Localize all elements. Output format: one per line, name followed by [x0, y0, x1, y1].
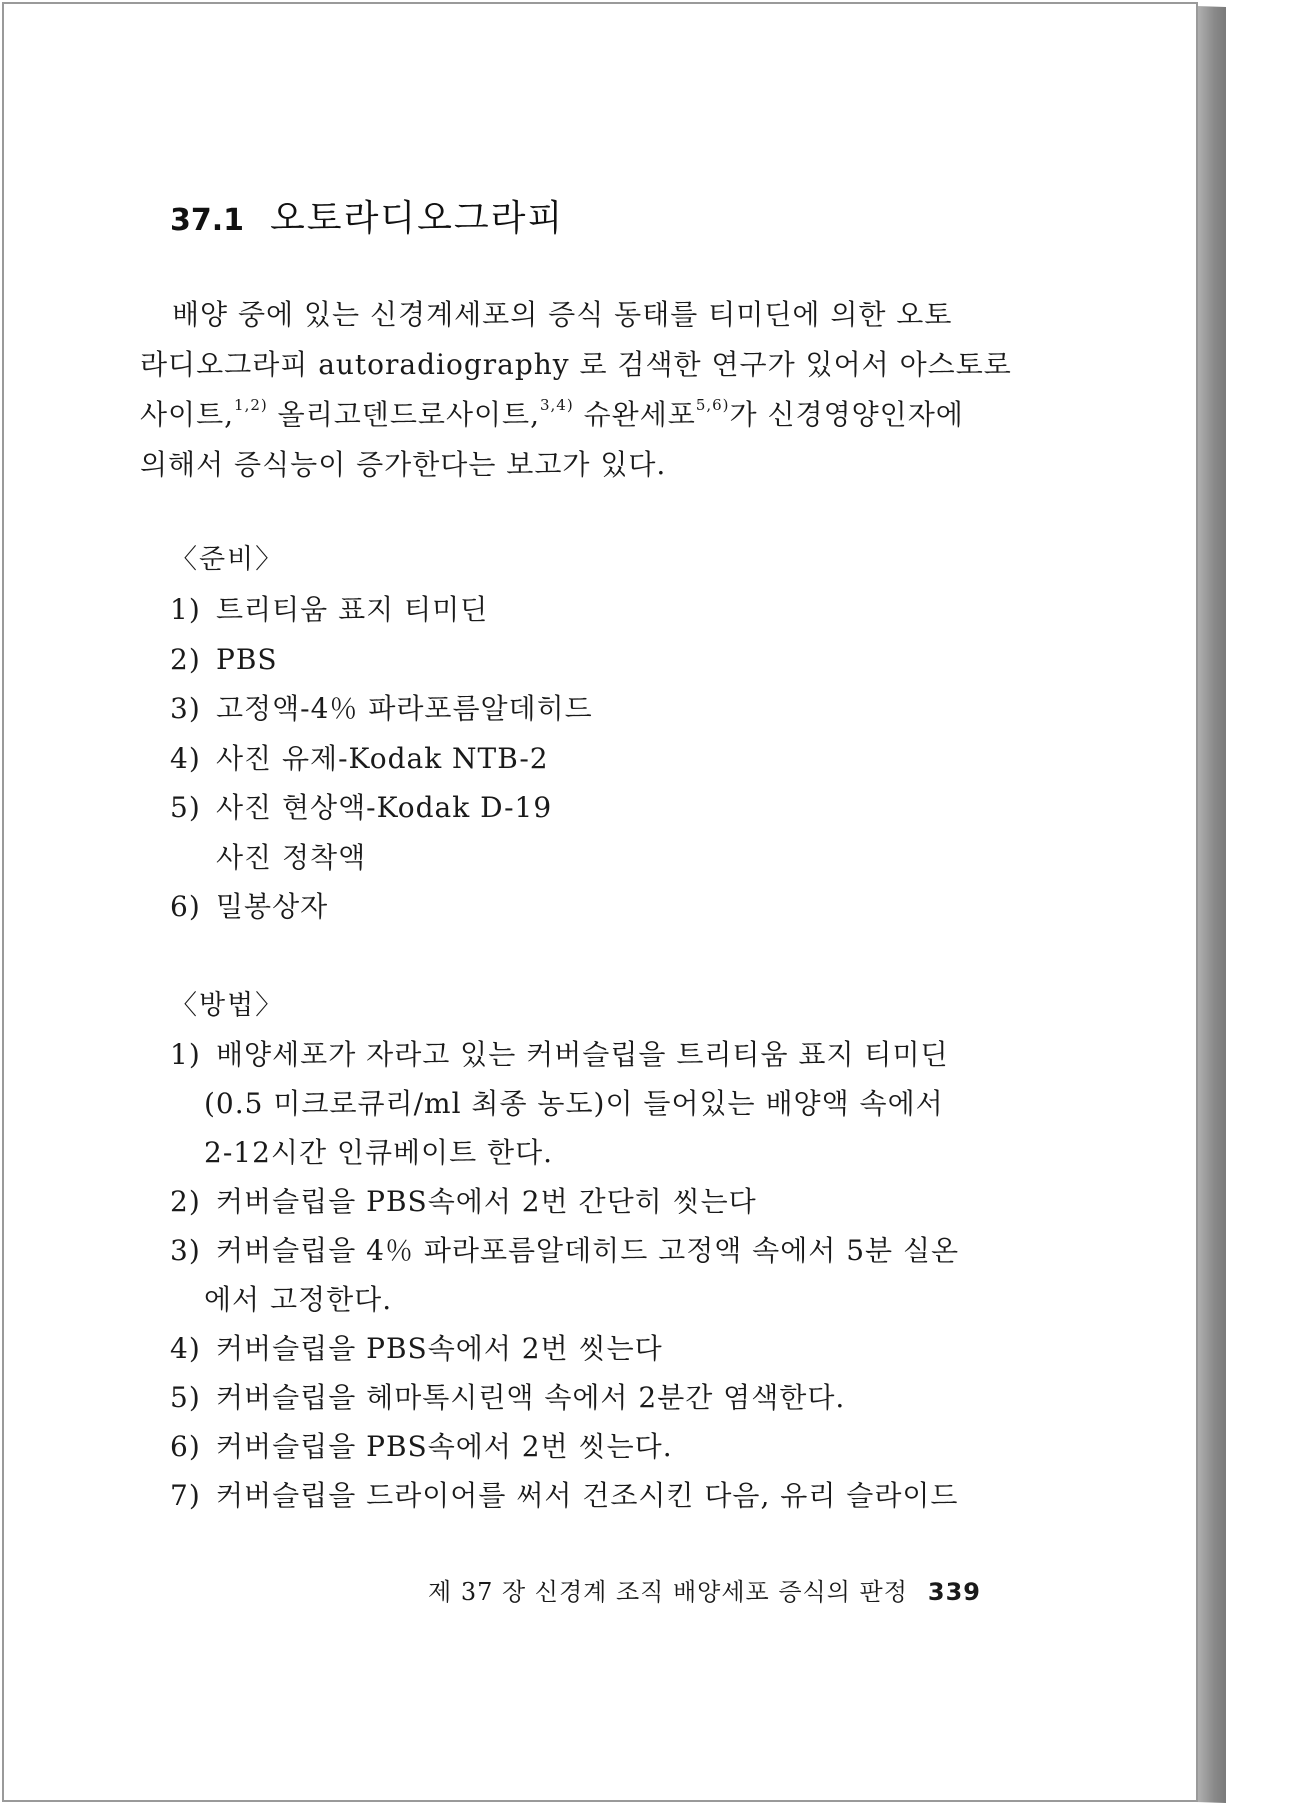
list-item — [170, 635, 593, 685]
list-item — [170, 1471, 1032, 1520]
item-text: 커버슬립을 PBS속에서 2번 씻는다 — [216, 1332, 663, 1365]
item-number: 2) — [170, 642, 201, 676]
list-item — [170, 585, 593, 635]
item-number: 6) — [170, 1430, 201, 1463]
intro-text: 가 신경영양인자에 — [729, 398, 964, 431]
item-text: 배양세포가 자라고 있는 커버슬립을 트리티움 표지 티미딘 — [216, 1038, 949, 1071]
list-item — [170, 783, 593, 833]
list-item — [170, 1373, 1032, 1422]
item-text: 사진 유제-Kodak NTB-2 — [216, 741, 549, 775]
citation-ref: 1,2) — [234, 395, 268, 414]
method-list — [170, 1030, 1032, 1520]
item-number: 5) — [170, 1381, 201, 1414]
item-number: 7) — [170, 1479, 201, 1512]
list-item — [170, 1422, 1032, 1471]
item-text: 커버슬립을 PBS속에서 2번 간단히 씻는다 — [216, 1185, 757, 1218]
item-number: 3) — [170, 1234, 201, 1267]
preparation-heading: 〈준비〉 — [170, 544, 285, 575]
citation-ref: 3,4) — [540, 395, 574, 414]
list-item-continuation: 에서 고정한다. — [204, 1283, 393, 1316]
section-title — [170, 196, 564, 244]
item-text: PBS — [216, 642, 278, 676]
intro-paragraph — [140, 290, 1040, 490]
list-item — [170, 1030, 1032, 1079]
page-edge-shadow — [1196, 6, 1226, 1803]
intro-text: 올리고덴드로사이트, — [267, 398, 540, 431]
list-item — [170, 684, 593, 734]
intro-line: 배양 중에 있는 신경계세포의 증식 동태를 티미딘에 의한 오토 — [172, 298, 953, 331]
list-item — [170, 1177, 1032, 1226]
item-text: 사진 현상액-Kodak D-19 — [216, 791, 553, 824]
item-text: 커버슬립을 PBS속에서 2번 씻는다. — [216, 1430, 673, 1463]
item-text: 커버슬립을 드라이어를 써서 건조시킨 다음, 유리 슬라이드 — [216, 1479, 959, 1512]
page-footer — [428, 1574, 981, 1610]
item-number: 5) — [170, 791, 201, 824]
preparation-list — [170, 585, 593, 932]
list-item — [170, 1324, 1032, 1373]
citation-ref: 5,6) — [695, 395, 730, 414]
section-title-text: 오토라디오그라피 — [270, 198, 565, 239]
item-text: 고정액-4％ 파라포름알데히드 — [216, 692, 593, 725]
list-item-continuation: 사진 정착액 — [216, 840, 367, 874]
intro-line — [140, 390, 1040, 440]
item-number: 1) — [170, 1038, 201, 1071]
item-text: 커버슬립을 4％ 파라포름알데히드 고정액 속에서 5분 실온 — [216, 1234, 960, 1267]
page-number: 339 — [927, 1578, 981, 1606]
list-item — [170, 734, 593, 784]
item-number: 4) — [170, 741, 201, 775]
item-number: 1) — [170, 593, 201, 626]
item-text: 밀봉상자 — [216, 890, 329, 923]
intro-text: 사이트, — [140, 398, 235, 431]
method-heading: 〈방법〉 — [170, 990, 285, 1021]
list-item-continuation: (0.5 미크로큐리/ml 최종 농도)이 들어있는 배양액 속에서 — [204, 1087, 944, 1120]
section-number: 37.1 — [170, 203, 245, 238]
item-text: 트리티움 표지 티미딘 — [216, 593, 489, 626]
item-number: 6) — [170, 890, 201, 923]
intro-text: 슈완세포 — [573, 398, 696, 431]
intro-line: 의해서 증식능이 증가한다는 보고가 있다. — [140, 448, 667, 481]
running-head: 제 37 장 신경계 조직 배양세포 증식의 판정 — [428, 1578, 908, 1606]
item-text: 커버슬립을 헤마톡시린액 속에서 2분간 염색한다. — [216, 1381, 846, 1414]
list-item — [170, 1226, 1032, 1275]
item-number: 4) — [170, 1332, 201, 1365]
item-number: 2) — [170, 1185, 201, 1218]
list-item-continuation: 2-12시간 인큐베이트 한다. — [204, 1136, 554, 1169]
item-number: 3) — [170, 692, 201, 725]
list-item — [170, 882, 593, 932]
intro-line: 라디오그라피 autoradiography 로 검색한 연구가 있어서 아스토로 — [140, 348, 1012, 381]
